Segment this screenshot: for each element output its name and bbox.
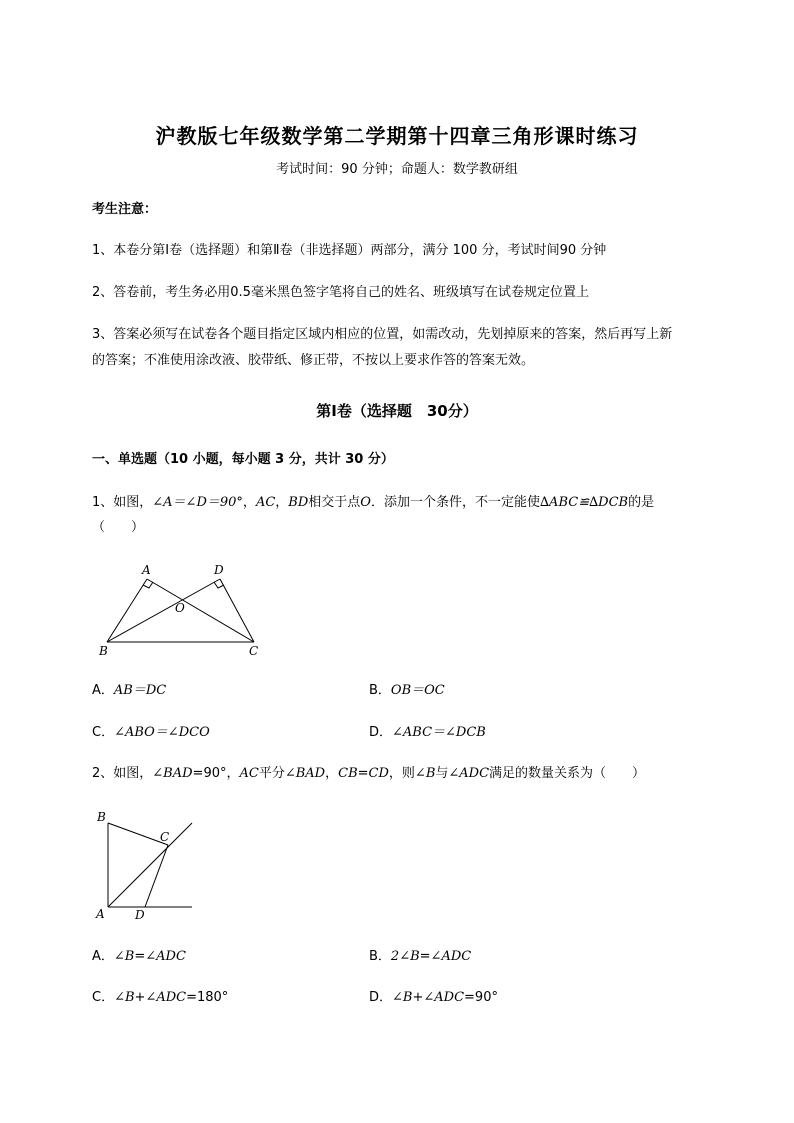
q2-stem-text: =90°， <box>192 766 240 781</box>
q2-option-a[interactable] <box>92 947 186 967</box>
q1-stem-text: ．添加一个条件，不一定能使 <box>370 495 540 510</box>
option-math: ∠B <box>114 990 135 1005</box>
label-o: O <box>175 601 185 615</box>
option-text: + <box>134 990 146 1005</box>
option-letter: A． <box>92 683 114 698</box>
q2-stem-math: ∠BAD <box>152 766 193 781</box>
note-item-3: 3、答案必须写在试卷各个题目指定区域内相应的位置，如需改动，先划掉原来的答案，然后再写上新 <box>92 327 673 342</box>
option-letter: B． <box>369 949 391 964</box>
q1-stem-text: 1、如图， <box>92 495 153 510</box>
q1-option-d[interactable] <box>369 723 486 743</box>
q1-stem-text: 的是 <box>628 495 655 510</box>
segment-ab <box>107 579 147 642</box>
label-a: A <box>142 563 151 577</box>
option-math: ∠ADC <box>423 990 465 1005</box>
q2-stem-math: ∠ADC <box>448 766 490 781</box>
option-math: ∠ADC <box>145 949 186 964</box>
option-math: ∠ADC <box>430 949 472 964</box>
option-letter: B． <box>369 683 391 698</box>
q1-figure <box>92 560 272 660</box>
q2-stem-math: ∠B <box>414 766 436 781</box>
q1-stem-math: ∆ABC≌∆DCB <box>539 495 629 510</box>
option-letter: C． <box>92 725 115 740</box>
q2-stem-math: CB <box>338 766 358 781</box>
option-letter: A． <box>92 949 114 964</box>
exam-title: 沪教版七年级数学第二学期第十四章三角形课时练习 <box>155 124 639 148</box>
q2-option-b[interactable] <box>369 947 471 967</box>
notes-heading: 考生注意： <box>92 202 158 217</box>
q2-stem-text: 满足的数量关系为（ ） <box>489 766 646 781</box>
exam-subtitle: 考试时间：90 分钟；命题人：数学教研组 <box>276 162 518 177</box>
label-b: B <box>99 644 108 658</box>
q1-stem-math: AC <box>255 495 276 510</box>
q1-stem-math: O <box>360 495 371 510</box>
note-item-3-cont: 的答案；不准使用涂改液、胶带纸、修正带，不按以上要求作答的答案无效。 <box>92 353 535 368</box>
q2-option-c[interactable] <box>92 988 228 1008</box>
q2-stem-math: ∠BAD <box>284 766 326 781</box>
label-c: C <box>160 830 170 844</box>
q1-answer-paren: （ ） <box>92 520 145 535</box>
option-math: 2∠B <box>390 949 420 964</box>
segment-bc <box>108 823 168 845</box>
option-text: =180° <box>186 990 229 1005</box>
q2-stem <box>92 764 645 784</box>
q1-stem-text: ， <box>242 495 256 510</box>
label-c: C <box>249 644 259 658</box>
section-title: 第Ⅰ卷（选择题 30分） <box>316 402 478 420</box>
q2-option-d[interactable] <box>369 988 498 1008</box>
q2-stem-math: AC <box>239 766 259 781</box>
q1-option-b[interactable] <box>369 681 445 701</box>
q2-stem-text: = <box>357 766 369 781</box>
option-math: ∠ADC <box>145 990 187 1005</box>
note-item-2: 2、答卷前，考生务必用0.5毫米黑色签字笔将自己的姓名、班级填写在试卷规定位置上 <box>92 285 589 300</box>
option-text: = <box>419 949 431 964</box>
option-letter: C． <box>92 990 115 1005</box>
q1-option-a[interactable] <box>92 681 166 701</box>
q1-option-c[interactable] <box>92 723 210 743</box>
option-text: AB＝DC <box>113 683 167 698</box>
option-letter: D． <box>369 990 393 1005</box>
q2-stem-text: ， <box>325 766 339 781</box>
q1-stem-text: 相交于点 <box>308 495 361 510</box>
q2-stem-text: ，则 <box>388 766 415 781</box>
option-text: + <box>412 990 424 1005</box>
option-math: ∠B <box>113 949 135 964</box>
option-text: =90° <box>464 990 498 1005</box>
q2-figure <box>90 805 200 930</box>
option-text: = <box>134 949 146 964</box>
option-math: ∠B <box>392 990 413 1005</box>
q1-stem-math: BD <box>288 495 309 510</box>
q1-stem-text: ， <box>275 495 289 510</box>
q1-stem <box>92 493 654 513</box>
part-title: 一、单选题（10 小题，每小题 3 分，共计 30 分） <box>92 452 394 467</box>
label-d: D <box>214 563 224 577</box>
option-text: ∠ABC＝∠DCB <box>392 725 486 740</box>
q1-stem-math: ∠A＝∠D＝90° <box>152 495 243 510</box>
q2-stem-text: 与 <box>435 766 449 781</box>
label-a: A <box>96 907 105 921</box>
note-item-1: 1、本卷分第Ⅰ卷（选择题）和第Ⅱ卷（非选择题）两部分，满分 100 分，考试时间90 分钟 <box>92 243 607 258</box>
q2-stem-math: CD <box>368 766 389 781</box>
option-text: ∠ABO＝∠DCO <box>114 725 210 740</box>
q2-stem-text: 平分 <box>258 766 285 781</box>
label-b: B <box>97 810 106 824</box>
segment-cd <box>145 845 168 907</box>
q2-stem-text: 2、如图， <box>92 766 153 781</box>
option-letter: D． <box>369 725 393 740</box>
option-text: OB＝OC <box>390 683 445 698</box>
label-d: D <box>135 908 145 922</box>
